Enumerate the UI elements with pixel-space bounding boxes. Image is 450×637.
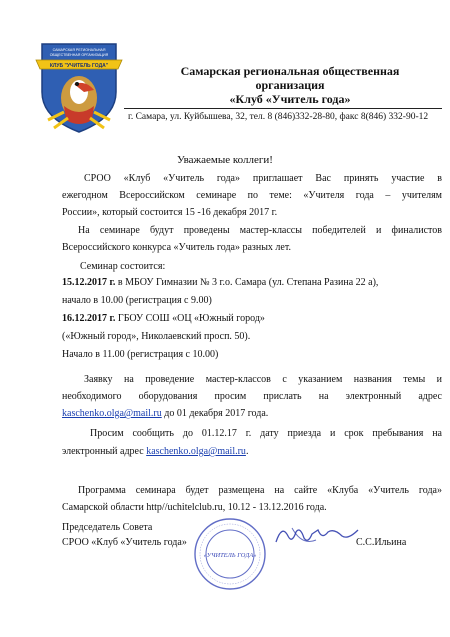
day-1-time: начало в 10.00 (регистрация с 9.00) [62, 295, 212, 306]
greeting: Уважаемые коллеги! [177, 154, 273, 166]
paragraph-5-line-1: Программа семинара будет размещена на сайте «Клуба «Учитель года» [78, 485, 442, 496]
paragraph-3-line-1: Заявку на проведение мастер-классов с указанием названия темы и [84, 374, 442, 385]
paragraph-4-tail: . [245, 446, 249, 457]
day-2-line [62, 312, 265, 325]
signature-role-2: СРОО «Клуб «Учитель года» [62, 537, 187, 548]
day-2-venue: ГБОУ СОШ «ОЦ «Южный город» [115, 313, 265, 324]
seminar-title: Семинар состоится: [80, 261, 166, 272]
day-1-date: 15.12.2017 г. [62, 277, 116, 288]
club-logo [34, 40, 124, 135]
paragraph-1-line-3: России», который состоится 15 -16 декабря 2017 г. [62, 207, 278, 218]
day-1-venue: в МБОУ Гимназии № 3 г.о. Самара (ул. Степана Разина 22 а), [115, 277, 379, 288]
org-address: г. Самара, ул. Куйбышева, 32, тел. 8 (846)332-28-80, факс 8(846) 332-90-12 [128, 112, 429, 122]
stamp-text: «УЧИТЕЛЬ ГОДА» [203, 552, 257, 559]
signature-name: С.С.Ильина [356, 537, 407, 548]
paragraph-1-line-1: СРОО «Клуб «Учитель года» приглашает Вас принять участие в [84, 173, 442, 184]
handwritten-signature [272, 522, 362, 548]
paragraph-4-line-1: Просим сообщить до 01.12.17 г. дату приезда и срок пребывания на [90, 428, 442, 439]
paragraph-5-line-2: Самарской области http//uchitelclub.ru, 10.12 - 13.12.2016 года. [62, 502, 327, 513]
logo-top-text-1: САМАРСКАЯ РЕГИОНАЛЬНАЯ [52, 48, 106, 52]
organization-stamp [193, 517, 267, 591]
paragraph-2-line-1: На семинаре будут проведены мастер-классы победителей и финалистов [78, 225, 442, 236]
day-2-address: («Южный город», Николаевский просп. 50). [62, 331, 251, 342]
paragraph-3-line-2: необходимого оборудования просим прислать на электронный адрес [62, 391, 442, 402]
signature-role-1: Председатель Совета [62, 522, 153, 533]
org-name-line-1: Самарская региональная общественная [180, 64, 400, 78]
paragraph-1-line-2: ежегодном Всероссийском семинаре по теме: «Учителя года – учителям [62, 190, 442, 201]
org-name-line-3: «Клуб «Учитель года» [229, 92, 351, 106]
logo-top-text-2: ОБЩЕСТВЕННАЯ ОРГАНИЗАЦИЯ [49, 53, 109, 57]
day-1-line [62, 276, 378, 289]
paragraph-4-line-2 [62, 445, 248, 458]
org-name-line-2: организация [255, 78, 325, 92]
paragraph-2-line-2: Всероссийского конкурса «Учитель года» разных лет. [62, 242, 291, 253]
paragraph-4-head: электронный адрес [62, 446, 147, 457]
email-link-1[interactable]: kaschenko.olga@mail.ru [62, 408, 162, 419]
logo-ribbon-text: КЛУБ "УЧИТЕЛЬ ГОДА" [49, 63, 109, 69]
day-2-date: 16.12.2017 г. [62, 313, 116, 324]
email-link-2[interactable]: kaschenko.olga@mail.ru [146, 446, 246, 457]
paragraph-3-tail: до 01 декабря 2017 года. [161, 408, 269, 419]
header-divider [124, 108, 442, 109]
day-2-time: Начало в 11.00 (регистрация с 10.00) [62, 349, 219, 360]
paragraph-3-line-3 [62, 407, 268, 420]
